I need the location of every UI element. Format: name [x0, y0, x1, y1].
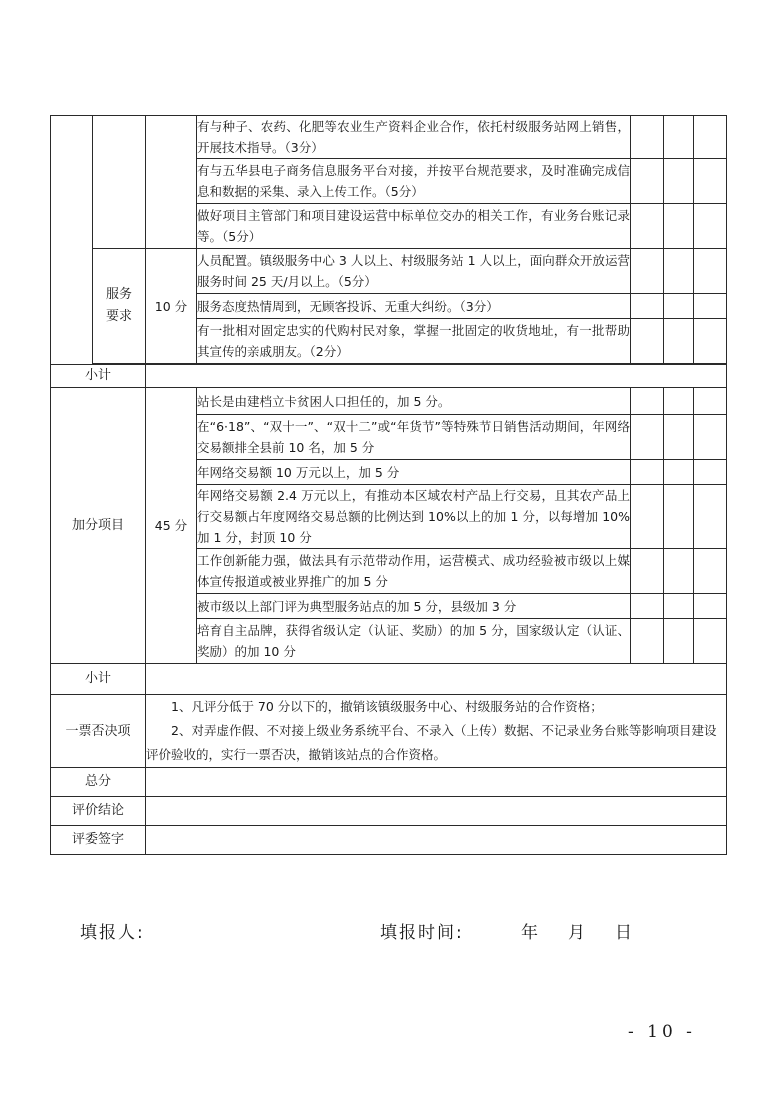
veto-text [146, 695, 727, 768]
signature-row [51, 826, 727, 855]
signature-value [146, 826, 727, 855]
criterion-text: 站长是由建档立卡贫困人口担任的，加 5 分。 [197, 388, 631, 415]
criterion-text: 有与五华县电子商务信息服务平台对接，并按平台规范要求，及时准确完成信息和数据的采集、录入上传工作。（5分） [197, 159, 631, 204]
criterion-text: 人员配置。镇级服务中心 3 人以上、村级服务站 1 人以上，面向群众开放运营服务时间 25 天/月以上。（5分） [197, 249, 631, 294]
criterion-text: 被市级以上部门评为典型服务站点的加 5 分，县级加 3 分 [197, 594, 631, 619]
score-cell [146, 116, 197, 249]
bonus-items-label: 加分项目 [51, 388, 146, 664]
filler-label: 填报人: [80, 923, 145, 943]
subtotal-row [51, 664, 727, 695]
criterion-text: 年网络交易额 2.4 万元以上，有推动本区域农村产品上行交易，且其农产品上行交易额占年度网络交易总额的比例达到 10%以上的加 1 分，以每增加 10%加 1 分，封顶 10 分 [197, 485, 631, 549]
table-row [51, 249, 727, 294]
table-row [51, 388, 727, 415]
criterion-text: 年网络交易额 10 万元以上，加 5 分 [197, 460, 631, 485]
form-footer [80, 918, 720, 948]
veto-rule-1: 1、凡评分低于 70 分以下的，撤销该镇级服务中心、村级服务站的合作资格； [171, 699, 603, 714]
criterion-text: 做好项目主管部门和项目建设运营中标单位交办的相关工作，有业务台账记录等。（5分） [197, 204, 631, 249]
total-score-value [146, 768, 727, 797]
veto-rule-2: 2、对弄虚作假、不对接上级业务系统平台、不录入（上传）数据、不记录业务台账等影响项目建设评价验收的，实行一票否决，撤销该站点的合作资格。 [146, 723, 717, 762]
conclusion-label: 评价结论 [51, 797, 146, 826]
day-label: 日 [615, 923, 634, 943]
subtotal-value [146, 664, 727, 695]
veto-label: 一票否决项 [51, 695, 146, 768]
subtotal-value [146, 365, 727, 388]
category-cell [51, 116, 93, 365]
total-score-label: 总分 [51, 768, 146, 797]
evaluation-table [50, 115, 727, 855]
conclusion-value [146, 797, 727, 826]
service-score: 10 分 [146, 249, 197, 364]
self-score-cell [631, 116, 664, 159]
month-label: 月 [568, 923, 587, 943]
subtotal-label: 小计 [51, 664, 146, 695]
subtotal-row [51, 365, 727, 388]
subcategory-cell [93, 116, 146, 249]
bonus-score: 45 分 [146, 388, 197, 664]
criterion-text: 在“6·18”、“双十一”、“双十二”或“年货节”等特殊节日销售活动期间，年网络交易额排全县前 10 名，加 5 分 [197, 415, 631, 460]
criterion-text: 有与种子、农药、化肥等农业生产资料企业合作，依托村级服务站网上销售，开展技术指导。（3分） [197, 116, 631, 159]
service-requirement-label: 服务要求 [93, 249, 146, 364]
veto-row [51, 695, 727, 768]
signature-label: 评委签字 [51, 826, 146, 855]
subtotal-label: 小计 [51, 365, 146, 388]
final-score-cell [694, 116, 727, 159]
table-row [51, 116, 727, 159]
criterion-text: 培育自主品牌，获得省级认定（认证、奖励）的加 5 分，国家级认定（认证、奖励）的加 10 分 [197, 619, 631, 664]
page-number: - 10 - [628, 1022, 696, 1042]
year-label: 年 [521, 923, 540, 943]
fill-time-label: 填报时间: [380, 923, 464, 943]
conclusion-row [51, 797, 727, 826]
review-score-cell [664, 116, 694, 159]
total-row [51, 768, 727, 797]
criterion-text: 有一批相对固定忠实的代购村民对象，掌握一批固定的收货地址，有一批帮助其宣传的亲戚朋友。（2分） [197, 319, 631, 364]
criterion-text: 工作创新能力强，做法具有示范带动作用，运营模式、成功经验被市级以上媒体宣传报道或被业界推广的加 5 分 [197, 549, 631, 594]
criterion-text: 服务态度热情周到，无顾客投诉、无重大纠纷。（3分） [197, 294, 631, 319]
